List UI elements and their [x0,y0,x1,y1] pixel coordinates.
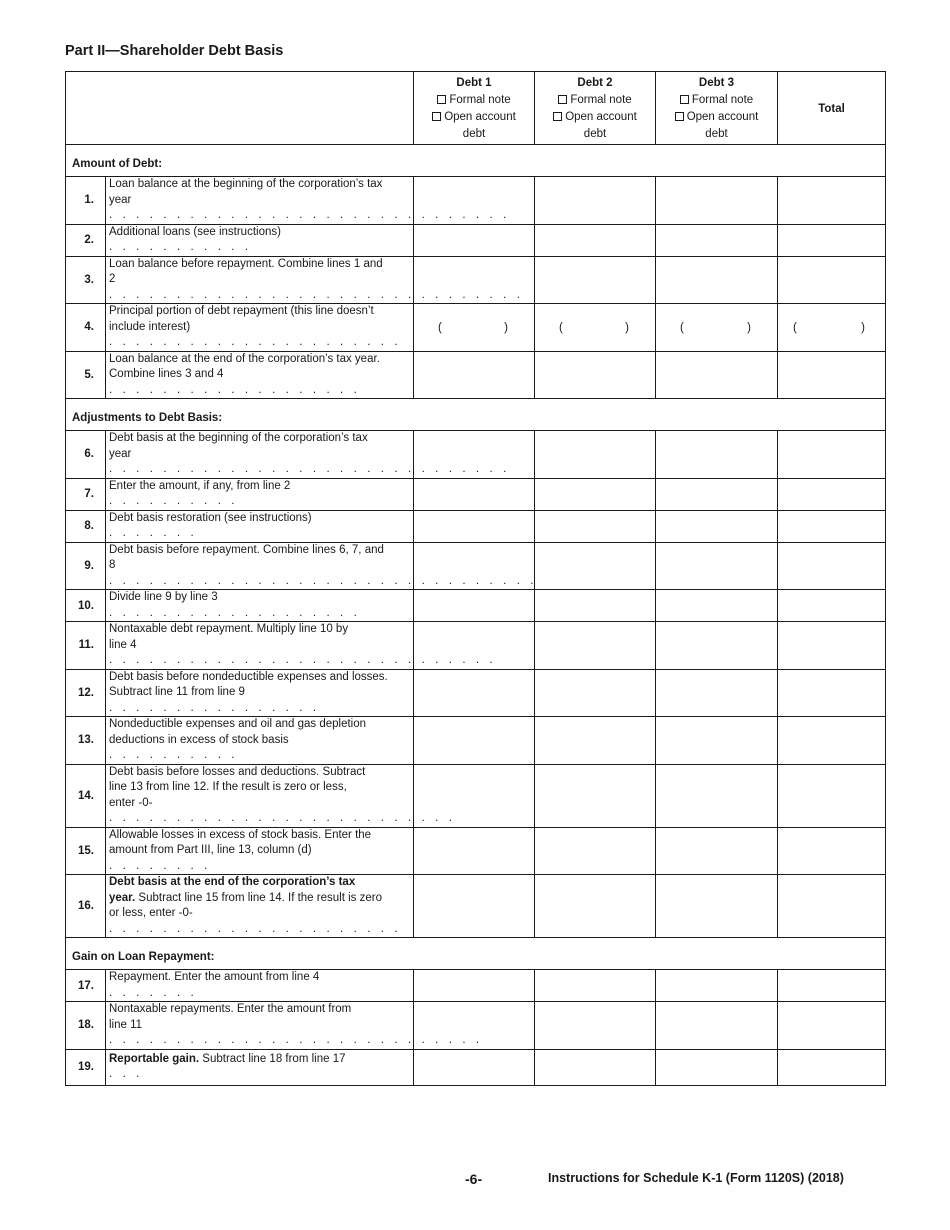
debt-2-entry-cell[interactable] [535,177,656,225]
debt-1-entry-cell[interactable] [414,1049,535,1085]
total-entry-cell[interactable] [778,875,886,938]
table-row [66,1002,886,1050]
line-text: amount from Part III, line 13, column (d) [109,844,312,856]
table-row [66,669,886,717]
table-row [66,827,886,875]
debt-3-entry-cell[interactable] [656,256,778,304]
table-row [66,875,886,938]
total-entry-cell[interactable] [778,669,886,717]
line-text: include interest) [109,320,191,333]
debt-2-entry-cell[interactable] [535,669,656,717]
debt-1-header [414,72,535,145]
debt-1-entry-cell[interactable] [414,351,535,399]
line-text: Allowable losses in excess of stock basis. Enter the [109,828,372,841]
debt-2-name: Debt 2 [577,77,613,89]
line-description [106,764,456,827]
leader-dots: . . . . . . . . . . . . . . . . . . . . . . [109,922,402,935]
debt-3-debt-label: debt [705,128,728,140]
debt-3-entry-cell[interactable] [656,827,778,875]
line-text: Nontaxable debt repayment. Multiply line 10 by [109,623,349,635]
debt-1-entry-cell[interactable] [414,970,535,1002]
total-entry-cell[interactable] [778,510,886,542]
line-text-bold: year. [109,891,136,904]
line-text: Enter the amount, if any, from line 2 [109,479,291,492]
total-entry-cell[interactable] [778,478,886,510]
leader-dots: . . . . . . . . . . . . . . . . . . . . . . . . . . [109,812,456,824]
table-row [66,304,886,352]
debt-3-entry-cell[interactable] [656,351,778,399]
debt-3-header [656,72,778,145]
page-title: Part II—Shareholder Debt Basis [65,43,284,59]
debt-2-header [535,72,656,145]
line-description [106,542,538,590]
line-description [106,669,414,717]
leader-dots: . . . . . . . [109,986,198,999]
debt-3-entry-cell[interactable] [656,431,778,479]
leader-dots: . . . . . . . . . . . . . . . . . . . . . . . . . . . . [109,1034,483,1046]
debt-3-entry-cell[interactable] [656,1002,778,1050]
total-entry-cell[interactable] [778,622,886,670]
debt-2-entry-cell[interactable] [535,224,656,256]
debt-2-entry-cell[interactable] [535,717,656,765]
debt-2-entry-cell[interactable] [535,622,656,670]
total-entry-cell[interactable] [778,542,886,590]
line-number: 10. [66,590,106,622]
debt-2-entry-cell[interactable] [535,875,656,938]
line-text: year [109,193,132,206]
line-number: 5. [66,351,106,399]
debt-3-entry-cell[interactable] [656,970,778,1002]
debt-3-entry-cell[interactable] [656,875,778,938]
line-text: line 13 from line 12. If the result is zero or less, [109,781,347,793]
open-paren: ( [438,322,442,335]
total-entry-cell[interactable] [778,1002,886,1050]
section-header-row [66,938,886,970]
debt-3-entry-cell[interactable] [656,177,778,225]
leader-dots: . . . . . . . . . . . . . . . . . . . . . . . . . . . . . . . [109,288,524,301]
line-text: Loan balance at the beginning of the corporation’s tax [109,178,383,190]
header-row [66,72,886,145]
debt-3-formal-note-checkbox[interactable] [680,95,689,104]
debt-3-entry-cell[interactable] [656,622,778,670]
line-text: Debt basis at the beginning of the corporation’s tax [109,432,368,444]
line-description [106,224,414,256]
debt-3-entry-cell[interactable] [656,478,778,510]
line-text: line 4 [109,638,137,651]
debt-2-entry-cell[interactable] [535,1002,656,1050]
line-text: Combine lines 3 and 4 [109,368,224,380]
line-text: Subtract line 18 from line 17 [199,1052,346,1065]
debt-1-entry-cell[interactable] [414,304,535,352]
debt-3-entry-cell[interactable] [656,542,778,590]
debt-2-entry-cell[interactable] [535,351,656,399]
line-number: 14. [66,764,106,827]
debt-3-formal-note-label: Formal note [691,94,754,106]
debt-1-formal-note-label: Formal note [449,94,511,106]
line-text: 8 [109,559,116,571]
debt-2-entry-cell[interactable] [535,431,656,479]
leader-dots: . . . . . . . . . . . . . . . . . . . [109,383,361,396]
line-text: or less, enter -0- [109,907,193,919]
leader-dots: . . . [109,1068,143,1080]
section-title: Amount of Debt: [66,145,886,177]
line-text: Debt basis restoration (see instructions) [109,511,312,524]
debt-2-entry-cell[interactable] [535,510,656,542]
debt-2-formal-note-label: Formal note [570,94,632,106]
total-entry-cell[interactable] [778,431,886,479]
debt-2-entry-cell[interactable] [535,256,656,304]
total-entry-cell[interactable] [778,717,886,765]
debt-3-open-account-label: Open account [686,111,759,123]
close-paren: ) [747,322,751,335]
line-text: year [109,447,132,460]
footer-text: Instructions for Schedule K-1 (Form 1120S) (2018) [548,1171,844,1185]
debt-1-open-account-label: Open account [444,111,516,123]
line-text: Principal portion of debt repayment (this line doesn’t [109,305,374,317]
debt-1-entry-cell[interactable] [414,590,535,622]
table-row [66,590,886,622]
line-text: Divide line 9 by line 3 [109,591,218,603]
leader-dots: . . . . . . . . . . [109,495,239,507]
line-text: Debt basis before nondeductible expenses and losses. [109,670,388,683]
open-paren: ( [793,322,797,335]
debt-1-entry-cell[interactable] [414,669,535,717]
leader-dots: . . . . . . . [109,527,198,539]
section-header-row [66,399,886,431]
line-text: Loan balance at the end of the corporation’s tax year. [109,352,380,365]
line-number: 7. [66,478,106,510]
line-number: 12. [66,669,106,717]
table-row [66,256,886,304]
debt-3-entry-cell[interactable] [656,224,778,256]
line-text: Debt basis before losses and deductions. Subtract [109,765,366,778]
line-text: line 11 [109,1018,143,1031]
debt-1-entry-cell[interactable] [414,827,535,875]
line-number: 9. [66,542,106,590]
line-description [106,717,414,765]
line-number: 3. [66,256,106,304]
line-description [106,590,414,622]
table-row [66,764,886,827]
total-entry-cell[interactable] [778,177,886,225]
close-paren: ) [625,322,629,335]
table-row [66,510,886,542]
debt-3-entry-cell[interactable] [656,590,778,622]
table-row [66,542,886,590]
line-text: Loan balance before repayment. Combine lines 1 and [109,257,383,270]
line-description [106,1002,483,1050]
total-header: Total [778,72,886,145]
debt-2-open-account-label: Open account [565,111,637,123]
line-number: 4. [66,304,106,352]
total-entry-cell[interactable] [778,351,886,399]
debt-2-entry-cell[interactable] [535,590,656,622]
close-paren: ) [861,322,865,335]
line-description [106,177,510,225]
debt-2-entry-cell[interactable] [535,304,656,352]
table-row [66,1049,886,1085]
debt-3-open-account-checkbox[interactable] [675,112,684,121]
debt-3-entry-cell[interactable] [656,510,778,542]
debt-3-name: Debt 3 [698,77,735,89]
line-text: Repayment. Enter the amount from line 4 [109,971,320,983]
total-entry-cell[interactable] [778,590,886,622]
line-description [106,256,524,304]
table-row [66,177,886,225]
leader-dots: . . . . . . . . . . . . . . . . . . . . . . . . . . . . . . . . [109,574,538,587]
leader-dots: . . . . . . . . . . . . . . . . . . . . . . . . . . . . . . [109,463,510,475]
line-number: 11. [66,622,106,670]
line-description [106,304,414,352]
debt-3-entry-cell[interactable] [656,304,778,352]
leader-dots: . . . . . . . . . . . . . . . . [109,701,320,714]
line-text: Subtract line 11 from line 9 [109,686,245,698]
debt-3-entry-cell[interactable] [656,717,778,765]
line-text: 2 [109,273,116,285]
total-entry-cell[interactable] [778,256,886,304]
open-paren: ( [680,322,684,335]
line-text: Debt basis before repayment. Combine lines 6, 7, and [109,543,384,556]
debt-2-entry-cell[interactable] [535,478,656,510]
line-description [106,827,414,875]
line-description [106,970,414,1002]
total-entry-cell[interactable] [778,970,886,1002]
page-number: -6- [465,1171,483,1187]
debt-2-entry-cell[interactable] [535,827,656,875]
line-number: 18. [66,1002,106,1050]
table-row [66,478,886,510]
debt-basis-table [65,71,886,1086]
leader-dots: . . . . . . . . . . [109,749,239,761]
section-title: Gain on Loan Repayment: [66,938,886,970]
line-description [106,622,497,670]
debt-2-entry-cell[interactable] [535,542,656,590]
line-text: Additional loans (see instructions) [109,225,281,238]
debt-1-formal-note-checkbox[interactable] [437,95,446,104]
line-number: 15. [66,827,106,875]
line-text: deductions in excess of stock basis [109,733,289,746]
line-number: 13. [66,717,106,765]
debt-3-entry-cell[interactable] [656,1049,778,1085]
debt-1-entry-cell[interactable] [414,875,535,938]
debt-1-entry-cell[interactable] [414,510,535,542]
line-text: Nondeductible expenses and oil and gas depletion [109,718,367,730]
leader-dots: . . . . . . . . . . . . . . . . . . . . . . . . . . . . . [109,654,497,666]
leader-dots: . . . . . . . . . . . . . . . . . . . . . . [109,336,402,348]
debt-1-entry-cell[interactable] [414,224,535,256]
line-number: 6. [66,431,106,479]
table-row [66,224,886,256]
debt-1-entry-cell[interactable] [414,478,535,510]
table-row [66,717,886,765]
line-text-bold: Debt basis at the end of the corporation’s tax [109,876,356,888]
debt-1-debt-label: debt [462,128,486,140]
total-entry-cell[interactable] [778,1049,886,1085]
debt-1-entry-cell[interactable] [414,717,535,765]
close-paren: ) [504,322,508,335]
table-row [66,970,886,1002]
header-blank-cell [66,72,414,145]
debt-3-entry-cell[interactable] [656,764,778,827]
section-header-row [66,145,886,177]
line-number: 19. [66,1049,106,1085]
total-entry-cell[interactable] [778,764,886,827]
line-description [106,510,414,542]
debt-1-open-account-checkbox[interactable] [432,112,441,121]
debt-3-entry-cell[interactable] [656,669,778,717]
line-description [106,478,414,510]
debt-2-open-account-checkbox[interactable] [553,112,562,121]
table-row [66,351,886,399]
leader-dots: . . . . . . . . [109,859,211,872]
debt-1-name: Debt 1 [456,77,492,89]
total-entry-cell[interactable] [778,224,886,256]
open-paren: ( [559,322,563,335]
line-description [106,1049,414,1085]
line-number: 1. [66,177,106,225]
section-title: Adjustments to Debt Basis: [66,399,886,431]
line-text-bold: Reportable gain. [109,1052,200,1065]
line-text: enter -0- [109,796,153,809]
line-number: 8. [66,510,106,542]
total-entry-cell[interactable] [778,304,886,352]
table-row [66,431,886,479]
line-description [106,875,414,938]
table-row [66,622,886,670]
debt-2-entry-cell[interactable] [535,764,656,827]
line-text: Subtract line 15 from line 14. If the result is zero [135,891,382,904]
line-number: 16. [66,875,106,938]
line-description [106,431,510,479]
leader-dots: . . . . . . . . . . . [109,241,252,253]
line-number: 17. [66,970,106,1002]
line-text: Nontaxable repayments. Enter the amount from [109,1003,352,1015]
debt-2-formal-note-checkbox[interactable] [558,95,567,104]
debt-2-debt-label: debt [583,128,607,140]
leader-dots: . . . . . . . . . . . . . . . . . . . [109,606,361,619]
leader-dots: . . . . . . . . . . . . . . . . . . . . . . . . . . . . . . [109,209,510,221]
total-entry-cell[interactable] [778,827,886,875]
debt-2-entry-cell[interactable] [535,970,656,1002]
line-description [106,351,414,399]
line-number: 2. [66,224,106,256]
debt-2-entry-cell[interactable] [535,1049,656,1085]
